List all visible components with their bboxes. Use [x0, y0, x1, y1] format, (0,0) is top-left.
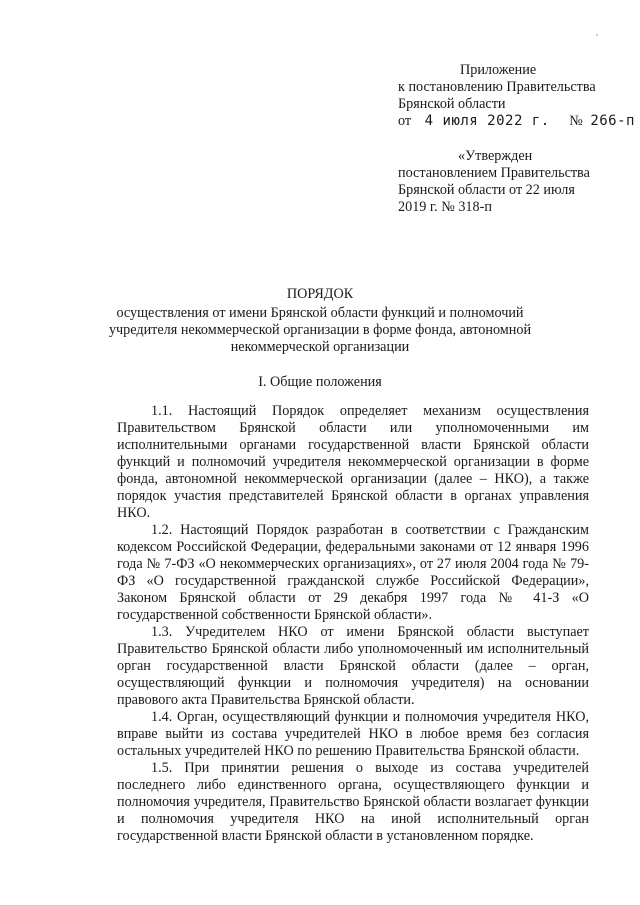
date-prefix: от [398, 113, 412, 129]
title-line-3: некоммерческой организации [230, 339, 410, 355]
document-title [100, 286, 540, 356]
appendix-title: Приложение [460, 62, 537, 78]
approved-line-3: Брянской области от 22 июля [398, 182, 575, 198]
scan-speck [596, 34, 598, 36]
approved-line-1: «Утвержден [458, 148, 533, 164]
approved-line-2: постановлением Правительства [398, 165, 590, 181]
section-heading: I. Общие положения [258, 374, 382, 390]
number-prefix: № [569, 113, 583, 129]
paragraph-1-3: 1.3. Учредителем НКО от имени Брянской области выступает Правительство Брянской области либо уполномоченный им исполнительный орган государственной власти Брянской области (далее – орган, осуществляющий функции и полномочия учредителя) на основании правового акта Правительства Брянской области. [117, 624, 589, 708]
appendix-block [398, 62, 635, 130]
appendix-to: к постановлению Правительства [398, 79, 596, 95]
approved-line-4: 2019 г. № 318-п [398, 199, 492, 215]
paragraph-1-2: 1.2. Настоящий Порядок разработан в соответствии с Гражданским кодексом Российской Федерации, федеральными законами от 12 января 1996 года № 7-ФЗ «О некоммерческих организациях», от 27 июля 2004 года № 79-ФЗ «О государственной гражданской службе Российской Федерации», Законом Брянской области от 29 декабря 1997 года № 41-З «О государственной собственности Брянской области». [117, 522, 589, 623]
approved-block [398, 148, 590, 216]
paragraph-1-5: 1.5. При принятии решения о выходе из состава учредителей последнего либо единственного органа, осуществляющего функции и полномочия учредителя, Правительство Брянской области возлагает функции и полномочия учредителя НКО на иной исполнительный орган государственной власти Брянской области в установленном порядке. [117, 760, 589, 844]
document-body [117, 403, 589, 845]
paragraph-1-4: 1.4. Орган, осуществляющий функции и полномочия учредителя НКО, вправе выйти из состава учредителей НКО в любое время без согласия остальных учредителей НКО по решению Правительства Брянской области. [117, 709, 589, 759]
appendix-region: Брянской области [398, 96, 506, 112]
title-line-1: осуществления от имени Брянской области функций и полномочий [116, 305, 524, 321]
appendix-date-line [398, 113, 635, 130]
title-main: ПОРЯДОК [286, 286, 354, 302]
title-line-2: учредителя некоммерческой организации в форме фонда, автономной [108, 322, 532, 338]
paragraph-1-1: 1.1. Настоящий Порядок определяет механизм осуществления Правительством Брянской области или уполномоченными им исполнительными органами государственной власти Брянской области функций и полномочий учредителя некоммерческой организации в форме фонда, автономной некоммерческой организации (далее – НКО), а также порядок участия представителей Брянской области в органах управления НКО. [117, 403, 589, 521]
number-value: 266-п [590, 113, 635, 129]
date-value: 4 июля 2022 г. [424, 113, 550, 129]
